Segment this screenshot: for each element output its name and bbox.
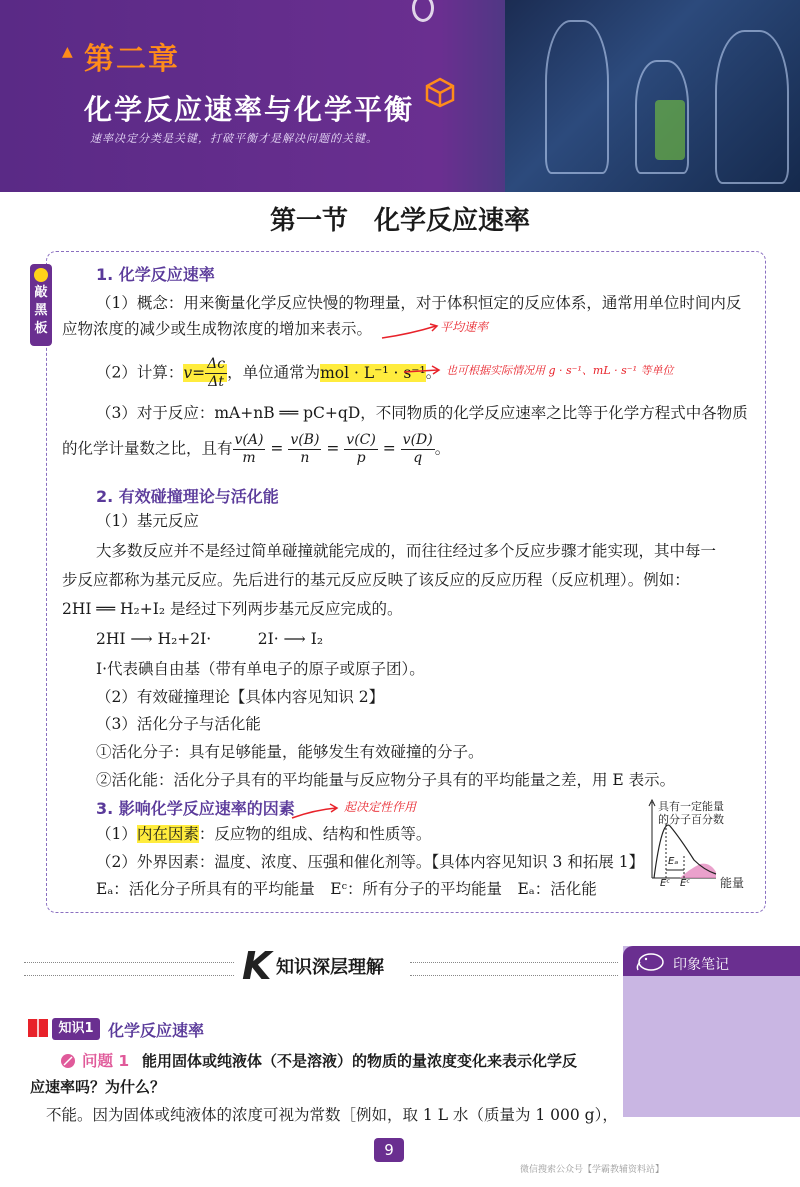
arrow-annotation — [402, 360, 442, 380]
frac-den: q — [413, 450, 423, 466]
note-average-rate: 平均速率 — [440, 320, 489, 334]
frac-num: Δc — [207, 356, 226, 372]
heading-rate: 1. 化学反应速率 — [96, 265, 215, 284]
section-title: 第一节 化学反应速率 — [269, 206, 530, 236]
graph-ylabel-1: 具有一定能量 — [658, 800, 724, 813]
cube-icon — [424, 76, 456, 108]
frac-den: n — [300, 450, 310, 466]
para-collision-theory: （2）有效碰撞理论【具体内容见知识 2】 — [96, 688, 385, 706]
flask-shape — [715, 30, 789, 184]
ratio-fraction — [288, 432, 321, 467]
divider-dots-left — [24, 962, 234, 976]
rate-formula — [183, 356, 227, 390]
para-energy-legend: Eₐ：活化分子所具有的平均能量 Eᶜ：所有分子的平均能量 Eₐ：活化能 — [96, 880, 597, 898]
ratio-end: 。 — [434, 439, 451, 458]
graph-xlabel: 能量 — [720, 876, 745, 890]
ratio-fraction — [233, 432, 266, 467]
para-activation-energy: ②活化能：活化分子具有的平均能量与反应物分子具有的平均能量之差，用 E 表示。 — [96, 771, 676, 789]
chapter-title: 化学反应速率与化学平衡 — [84, 93, 415, 126]
para-external-factors: （2）外界因素：温度、浓度、压强和催化剂等。【具体内容见知识 3 和拓展 1】 — [96, 853, 645, 871]
para-calc — [96, 356, 441, 391]
chapter-subtitle: 速率决定分类是关键，打破平衡才是解决问题的关键。 — [90, 132, 378, 145]
frac-num: v(D) — [402, 432, 433, 448]
divider-dots-right — [410, 962, 618, 976]
heading-collision: 2. 有效碰撞理论与活化能 — [96, 487, 279, 506]
ratio-fraction — [401, 432, 435, 467]
para-elementary-1: 大多数反应并不是经过简单碰撞就能完成的，而往往经过多个反应步骤才能实现，其中每一 — [96, 542, 717, 560]
note-decisive: 起决定性作用 — [344, 800, 417, 814]
book-icon — [26, 1016, 50, 1040]
deep-understanding-title: 知识深层理解 — [276, 957, 384, 978]
green-liquid — [655, 100, 685, 160]
para-ratio-1: （3）对于反应：mA+nB ══ pC+qD，不同物质的化学反应速率之比等于化学方程式中各物质 — [96, 404, 748, 422]
elephant-icon — [634, 950, 666, 972]
question-label: 问题 1 — [82, 1052, 130, 1070]
question-text-2: 应速率吗？为什么？ — [30, 1078, 166, 1096]
graph-ylabel-2: 的分子百分数 — [658, 813, 724, 826]
para-activation: （3）活化分子与活化能 — [96, 715, 261, 733]
ratio-fraction — [344, 432, 378, 467]
page-number: 9 — [374, 1138, 404, 1162]
calc-prefix: （2）计算： — [96, 363, 184, 382]
para-internal-factors — [96, 823, 431, 845]
para-elementary: （1）基元反应 — [96, 512, 199, 530]
question-icon — [60, 1053, 76, 1069]
arrow-annotation — [290, 800, 340, 822]
para-concept-2: 应物浓度的减少或生成物浓度的增加来表示。 — [62, 320, 373, 338]
internal-prefix: （1） — [96, 825, 137, 843]
formula-fraction — [205, 356, 227, 391]
para-elementary-2: 步反应都称为基元反应。先后进行的基元反应反映了该反应的反应历程（反应机理）。例如： — [62, 571, 690, 589]
heading-factors: 3. 影响化学反应速率的因素 — [96, 799, 295, 818]
notes-title: 印象笔记 — [673, 957, 729, 973]
para-reaction-steps: 2HI ⟶ H₂+2I· 2I· ⟶ I₂ — [96, 630, 324, 648]
calc-end: 。 — [425, 363, 442, 382]
para-elementary-3: 2HI ══ H₂+I₂ 是经过下列两步基元反应完成的。 — [62, 600, 403, 618]
para-ratio-2: 的化学计量数之比，且有 $\frac{v(A)}{m}$ = $\frac{v(B)}{n}$ = $\frac{v(C)}{p}$ = $\frac{v(D)}{q}$ 。 — [62, 432, 451, 466]
arrow-annotation — [380, 320, 440, 342]
frac-den: p — [356, 450, 366, 466]
chapter-banner — [0, 0, 800, 192]
question-text-1: 能用固体或纯液体（不是溶液）的物质的量浓度变化来表示化学反 — [142, 1052, 578, 1070]
lab-photo — [505, 0, 800, 192]
knowledge-title: 化学反应速率 — [108, 1021, 205, 1040]
frac-num: v(C) — [346, 432, 376, 448]
key-points-tag — [30, 264, 52, 346]
internal-highlight: 内在因素 — [136, 825, 199, 843]
calc-mid: ，单位通常为 — [227, 363, 321, 382]
lemon-icon — [34, 268, 48, 282]
frac-num: v(A) — [234, 432, 264, 448]
k-logo: K — [242, 944, 272, 988]
para-concept-1: （1）概念：用来衡量化学反应快慢的物理量，对于体积恒定的反应体系，通常用单位时间内反 — [96, 294, 742, 312]
para-iodine-radical: I·代表碘自由基（带有单电子的原子或原子团）。 — [96, 660, 425, 678]
chapter-number: 第二章 — [84, 42, 180, 77]
energy-distribution-graph — [644, 798, 764, 890]
triangle-icon: ▲ — [62, 44, 73, 60]
rate-unit: mol · L⁻¹ · s⁻¹ — [320, 363, 426, 382]
graph-svg — [644, 798, 764, 890]
distribution-curve — [654, 825, 716, 878]
graph-tick-2: Eᶜ — [680, 878, 691, 889]
activated-area — [680, 864, 716, 878]
graph-mid-label: Eₐ — [668, 856, 679, 867]
answer-text: 不能。因为固体或纯液体的浓度可视为常数［例如，取 1 L 水（质量为 1 000 g）， — [46, 1106, 618, 1124]
tag-text: 敲黑板 — [34, 285, 48, 336]
flask-shape — [545, 20, 609, 174]
frac-den: m — [242, 450, 256, 466]
internal-rest: ：反应物的组成、结构和性质等。 — [198, 825, 432, 843]
frac-den: Δt — [208, 374, 224, 390]
ratio-prefix: 的化学计量数之比，且有 — [62, 439, 233, 458]
note-other-units: 也可根据实际情况用 g · s⁻¹、mL · s⁻¹ 等单位 — [446, 364, 674, 377]
graph-tick-1: Eᶜ — [660, 878, 671, 889]
formula-v: v= — [183, 363, 206, 382]
bubble-decor — [412, 0, 434, 22]
watermark: 微信搜索公众号【学霸教辅资料站】 — [520, 1165, 665, 1175]
knowledge-tag: 知识1 — [52, 1018, 100, 1040]
frac-num: v(B) — [290, 432, 320, 448]
para-activated-molecule: ①活化分子：具有足够能量，能够发生有效碰撞的分子。 — [96, 743, 484, 761]
